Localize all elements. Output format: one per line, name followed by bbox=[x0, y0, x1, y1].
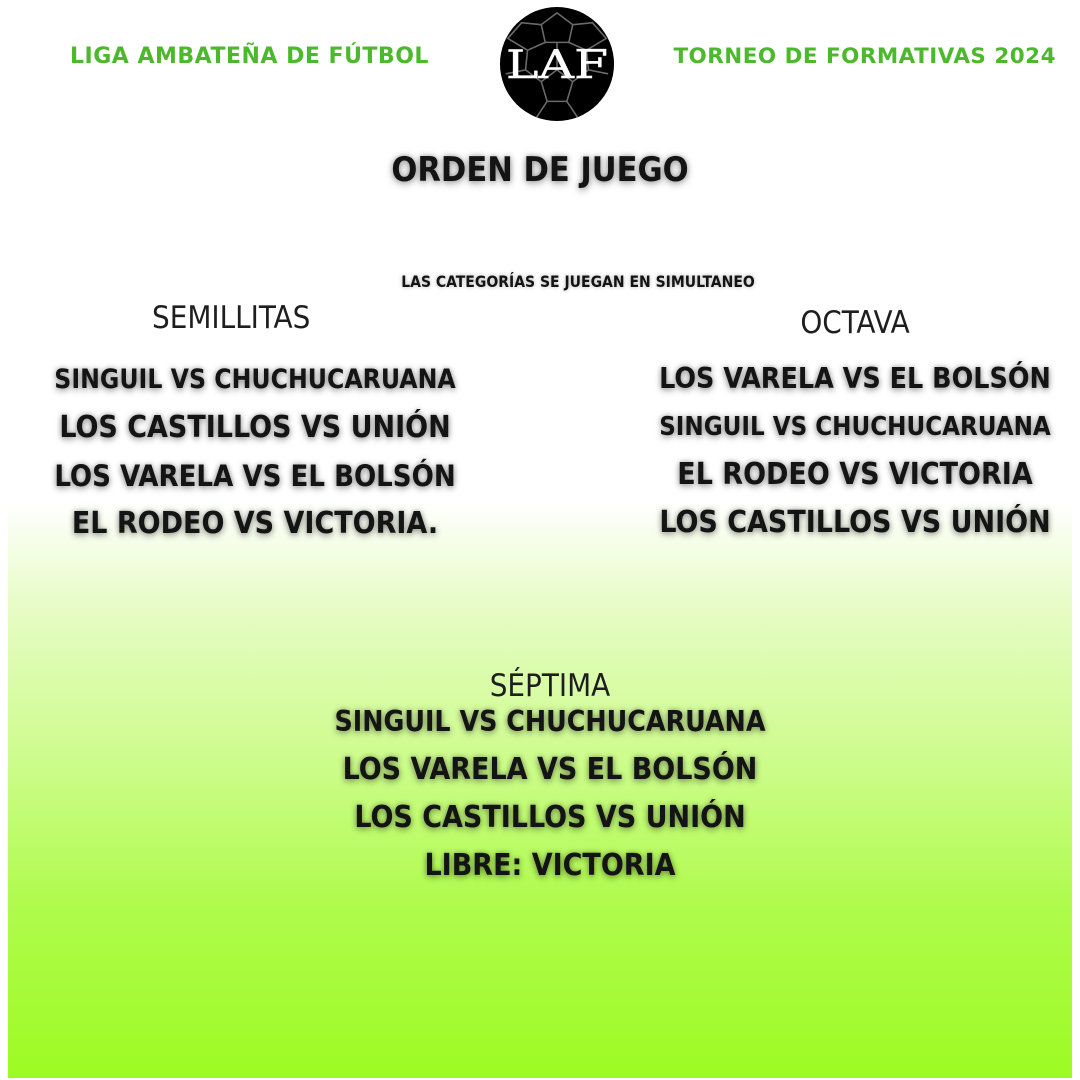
logo-letters: LAF bbox=[505, 41, 609, 88]
soccer-ball-logo-icon bbox=[498, 5, 616, 123]
match-item: SINGUIL VS CHUCHUCARUANA bbox=[54, 365, 456, 395]
match-item: LOS CASTILLOS VS UNIÓN bbox=[59, 410, 451, 445]
match-item: LIBRE: VICTORIA bbox=[424, 848, 676, 883]
category-title: OCTAVA bbox=[800, 305, 910, 341]
match-item: EL RODEO VS VICTORIA bbox=[677, 457, 1033, 492]
match-item: EL RODEO VS VICTORIA. bbox=[71, 506, 439, 541]
match-item: SINGUIL VS CHUCHUCARUANA bbox=[334, 705, 766, 738]
category-title: SÉPTIMA bbox=[489, 668, 611, 704]
subtitle-note: LAS CATEGORÍAS SE JUEGAN EN SIMULTANEO bbox=[401, 273, 755, 291]
laf-logo bbox=[498, 5, 616, 123]
tournament-name: TORNEO DE FORMATIVAS 2024 bbox=[673, 44, 1056, 69]
category-septima bbox=[330, 668, 770, 890]
match-item: SINGUIL VS CHUCHUCARUANA bbox=[659, 412, 1051, 442]
match-list bbox=[655, 355, 1055, 547]
match-list bbox=[50, 356, 460, 548]
match-item: LOS CASTILLOS VS UNIÓN bbox=[354, 800, 746, 835]
page-title: ORDEN DE JUEGO bbox=[391, 150, 689, 190]
match-item: LOS VARELA VS EL BOLSÓN bbox=[54, 459, 456, 493]
match-list bbox=[330, 698, 770, 890]
match-item: LOS CASTILLOS VS UNIÓN bbox=[659, 505, 1051, 540]
league-name: LIGA AMBATEÑA DE FÚTBOL bbox=[70, 44, 429, 69]
category-semillitas bbox=[50, 300, 460, 548]
match-item: LOS VARELA VS EL BOLSÓN bbox=[659, 362, 1051, 395]
category-title: SEMILLITAS bbox=[152, 300, 311, 336]
match-item: LOS VARELA VS EL BOLSÓN bbox=[342, 752, 758, 787]
category-octava bbox=[655, 305, 1055, 547]
